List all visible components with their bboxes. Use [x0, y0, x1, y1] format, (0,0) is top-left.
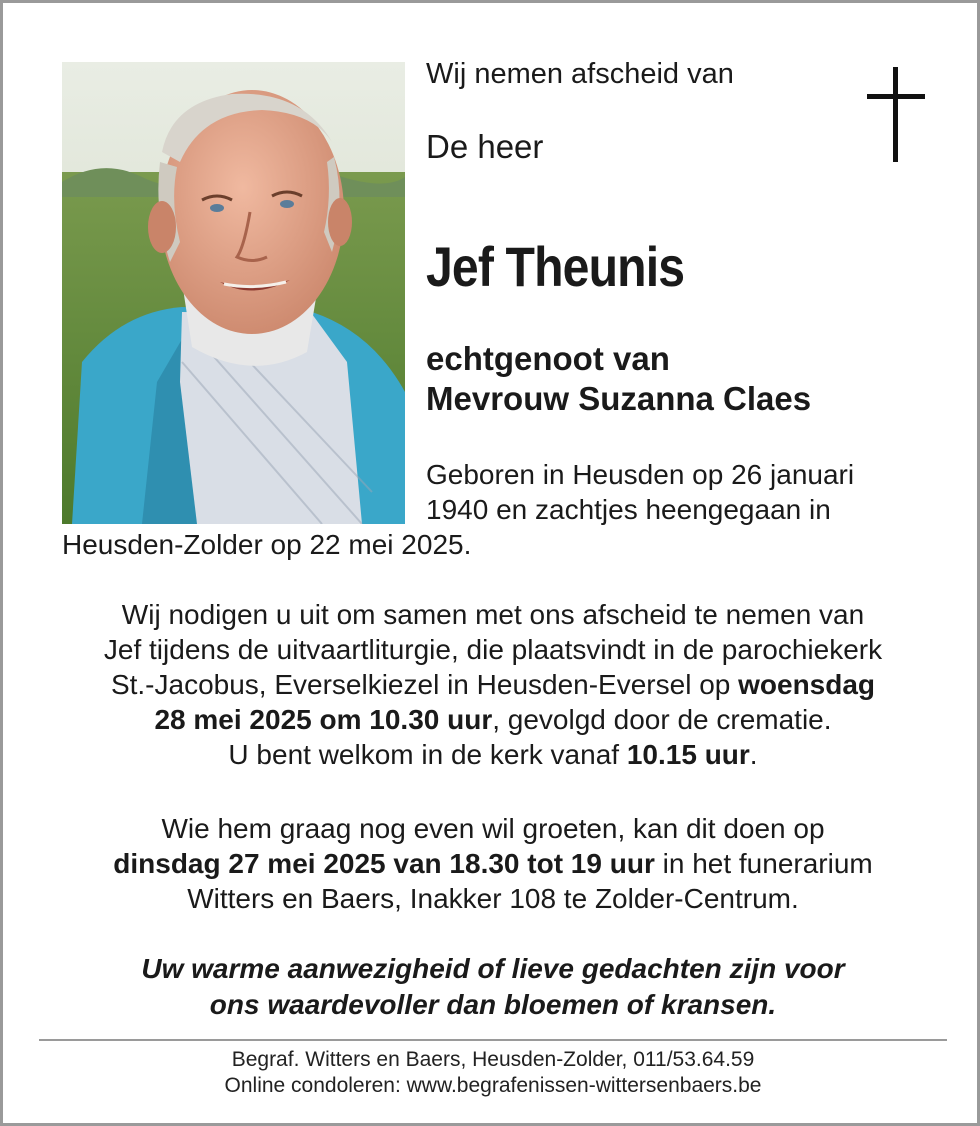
funeral-line: Jef tijdens de uitvaartliturgie, die plaatsvindt in de parochiekerk [103, 634, 883, 665]
funeral-line [33, 667, 953, 702]
birth-line-1: Geboren in Heusden op 26 januari [426, 459, 855, 490]
footer [33, 1047, 953, 1099]
funeral-paragraph [33, 597, 953, 772]
church-open-time: 10.15 uur [626, 739, 750, 770]
portrait-photo [62, 62, 405, 524]
visitation-datetime: dinsdag 27 mei 2025 van 18.30 tot 19 uur [113, 848, 655, 879]
portrait-illustration [62, 62, 405, 524]
closing-line: ons waardevoller dan bloemen of kransen. [209, 989, 777, 1020]
funeral-datetime: 28 mei 2025 om 10.30 uur [154, 704, 493, 735]
funeral-home-contact: Begraf. Witters en Baers, Heusden-Zolder, 011/53.64.59 [231, 1048, 755, 1071]
spouse-block [426, 339, 811, 419]
deceased-name: Jef Theunis [426, 235, 685, 298]
intro-text: Wij nemen afscheid van [426, 58, 734, 90]
funeral-line: Wij nodigen u uit om samen met ons afscheid te nemen van [121, 599, 865, 630]
funeral-line [33, 702, 953, 737]
divider [39, 1039, 947, 1041]
funeral-line [33, 737, 953, 772]
condolence-link[interactable]: Online condoleren: www.begrafenissen-wittersenbaers.be [224, 1074, 762, 1097]
closing-message [33, 951, 953, 1023]
spouse-relation: echtgenoot van [426, 340, 670, 377]
period: . [749, 739, 758, 770]
birth-line-2: 1940 en zachtjes heengegaan in [426, 494, 831, 525]
visitation-paragraph [33, 811, 953, 916]
funeral-cremation: , gevolgd door de crematie. [492, 704, 832, 735]
spouse-name: Mevrouw Suzanna Claes [426, 380, 812, 417]
cross-icon [867, 67, 925, 162]
church-welcome: U bent welkom in de kerk vanaf [228, 739, 627, 770]
funeral-day: woensdag [738, 669, 876, 700]
visitation-line: Wie hem graag nog even wil groeten, kan dit doen op [161, 813, 825, 844]
funeral-church: St.-Jacobus, Everselkiezel in Heusden-Eversel op [110, 669, 739, 700]
visitation-line [33, 846, 953, 881]
visitation-line: Witters en Baers, Inakker 108 te Zolder-Centrum. [187, 883, 799, 914]
visitation-place-lead: in het funerarium [654, 848, 873, 879]
honorific: De heer [426, 128, 544, 165]
closing-line: Uw warme aanwezigheid of lieve gedachten zijn voor [141, 953, 845, 984]
birth-line-3: Heusden-Zolder op 22 mei 2025. [62, 529, 472, 560]
